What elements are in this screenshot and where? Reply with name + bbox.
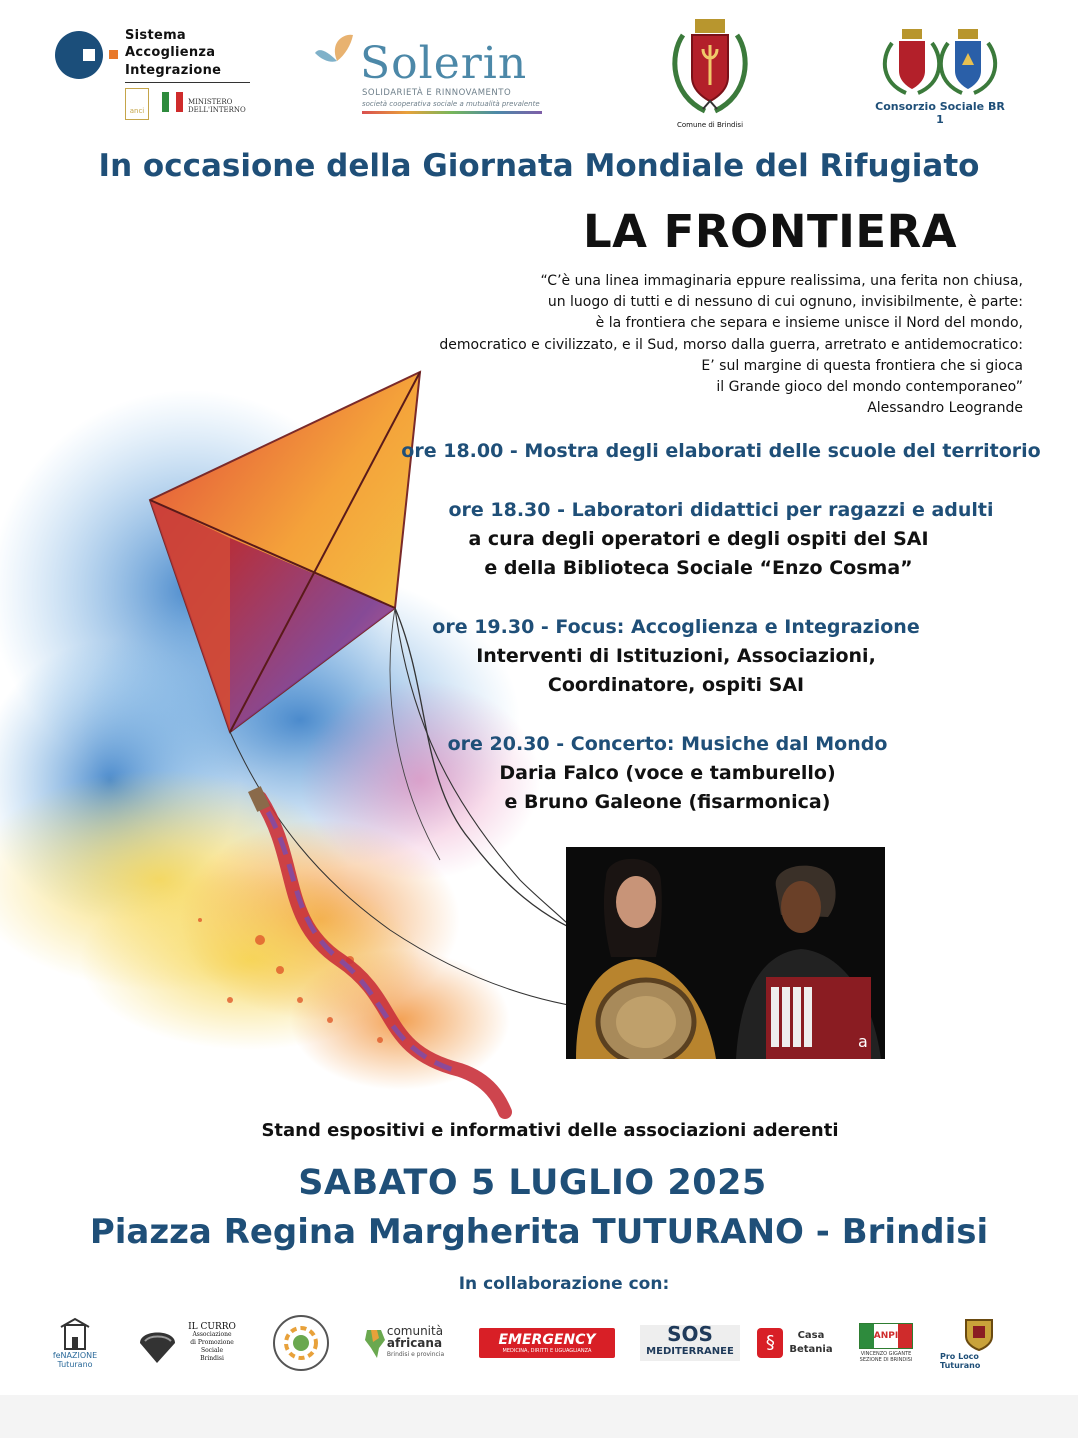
consorzio-label: Consorzio Sociale BR 1 (875, 100, 1005, 126)
brindisi-coat-of-arms (665, 15, 755, 133)
quote-line: democratico e civilizzato, e il Sud, morso dalla guerra, arretrato e antidemocratico: (439, 336, 1023, 353)
musicians-photo-illustration (566, 847, 885, 1059)
solerin-tagline: società cooperativa sociale a mutualità prevalente (362, 100, 540, 108)
program-item-title: ore 18.00 - Mostra degli elaborati delle scuole del territorio (401, 440, 1041, 462)
sai-line2: Accoglienza (125, 45, 216, 60)
consorzio-logo (870, 25, 1010, 126)
program-item-1 (390, 437, 1052, 466)
solerin-subtitle: SOLIDARIETÀ E RINNOVAMENTO (362, 88, 512, 98)
partner-proloco-logo: Pro Loco Tuturano (940, 1308, 1018, 1378)
sai-square-icon (109, 50, 118, 59)
partner-comunita-africana-logo: comunità africana Brindisi e provincia (355, 1308, 450, 1378)
betania-icon: § (757, 1328, 783, 1358)
event-title: LA FRONTIERA (583, 205, 958, 258)
footer-band (0, 1395, 1078, 1438)
fenazione-tower-icon (57, 1317, 93, 1351)
program-item-3 (390, 613, 1052, 700)
program-item-2 (390, 496, 1052, 583)
sai-divider (125, 82, 250, 83)
quote-line: un luogo di tutti e di nessuno di cui ognuno, invisibilmente, è parte: (547, 294, 1023, 311)
event-date: SABATO 5 LUGLIO 2025 (298, 1163, 767, 1203)
anci-logo: anci (125, 88, 149, 120)
butterfly-icon (315, 33, 359, 67)
stand-note: Stand espositivi e informativi delle associazioni aderenti (261, 1120, 839, 1141)
proloco-crest-icon (962, 1316, 996, 1352)
partner-anpi-logo: ANPI VINCENZO GIGANTE SEZIONE DI BRINDISI (855, 1308, 917, 1378)
partner-fenazione-logo: feNAZIONE Tuturano (45, 1308, 105, 1378)
africa-map-icon (361, 1326, 387, 1360)
sai-line1: Sistema (125, 28, 187, 43)
program-item-detail: Coordinatore, ospiti SAI (547, 674, 805, 696)
quote-line: il Grande gioco del mondo contemporaneo” (716, 379, 1023, 396)
photo-watermark-icon: a (858, 1032, 868, 1051)
solerin-logo (315, 28, 555, 118)
solerin-color-bar (362, 111, 542, 114)
musicians-photo (566, 847, 885, 1059)
program-item-detail: e della Biblioteca Sociale “Enzo Cosma” (484, 557, 913, 579)
sai-logo (55, 28, 255, 123)
program-item-detail: Interventi di Istituzioni, Associazioni, (476, 645, 876, 667)
quote-line: E’ sul margine di questa frontiera che si gioca (701, 357, 1023, 374)
ministry-label: MINISTERO DELL'INTERNO (188, 98, 246, 114)
brindisi-label: Comune di Brindisi (676, 121, 744, 129)
solerin-name: Solerin (360, 38, 528, 89)
partner-sos-mediterranee-logo: SOS MEDITERRANEE (638, 1308, 742, 1378)
partner-casa-betania-logo: § Casa Betania (750, 1308, 840, 1378)
quote-line: “C’è una linea immaginaria eppure realissima, una ferita non chiusa, (540, 273, 1023, 289)
spinning-top-icon (135, 1321, 179, 1366)
program-item-detail: e Bruno Galeone (fisarmonica) (504, 791, 831, 813)
program-item-title: ore 18.30 - Laboratori didattici per ragazzi e adulti (448, 499, 994, 521)
brindisi-crest-icon (665, 15, 755, 119)
event-place: Piazza Regina Margherita TUTURANO - Brindisi (89, 1212, 989, 1252)
consorzio-crests-icon (870, 25, 1010, 97)
program-item-detail: a cura degli operatori e degli ospiti del SAI (468, 528, 929, 550)
collaboration-label: In collaborazione con: (458, 1274, 670, 1294)
partner-emergency-logo: EMERGENCY MEDICINA, DIRITTI E UGUAGLIANZA (478, 1308, 616, 1378)
partner-ilcurro-logo: IL CURRO Associazione di Promozione Sociale Brindisi (135, 1308, 245, 1378)
italian-flag-icon (162, 92, 183, 112)
program-item-4 (390, 730, 1052, 817)
sai-circle-icon (55, 31, 103, 79)
quote-line: è la frontiera che separa e insieme unisce il Nord del mondo, (595, 315, 1023, 332)
program-item-title: ore 20.30 - Concerto: Musiche dal Mondo (447, 733, 888, 755)
sai-line3: Integrazione (125, 63, 222, 78)
program-item-detail: Daria Falco (voce e tamburello) (499, 762, 836, 784)
event-subtitle: In occasione della Giornata Mondiale del Rifugiato (98, 148, 980, 184)
quote-author: Alessandro Leogrande (867, 400, 1023, 417)
partner-migrantes-logo (270, 1308, 332, 1378)
program-item-title: ore 19.30 - Focus: Accoglienza e Integrazione (432, 616, 920, 638)
migrantes-circle-icon (272, 1314, 330, 1372)
